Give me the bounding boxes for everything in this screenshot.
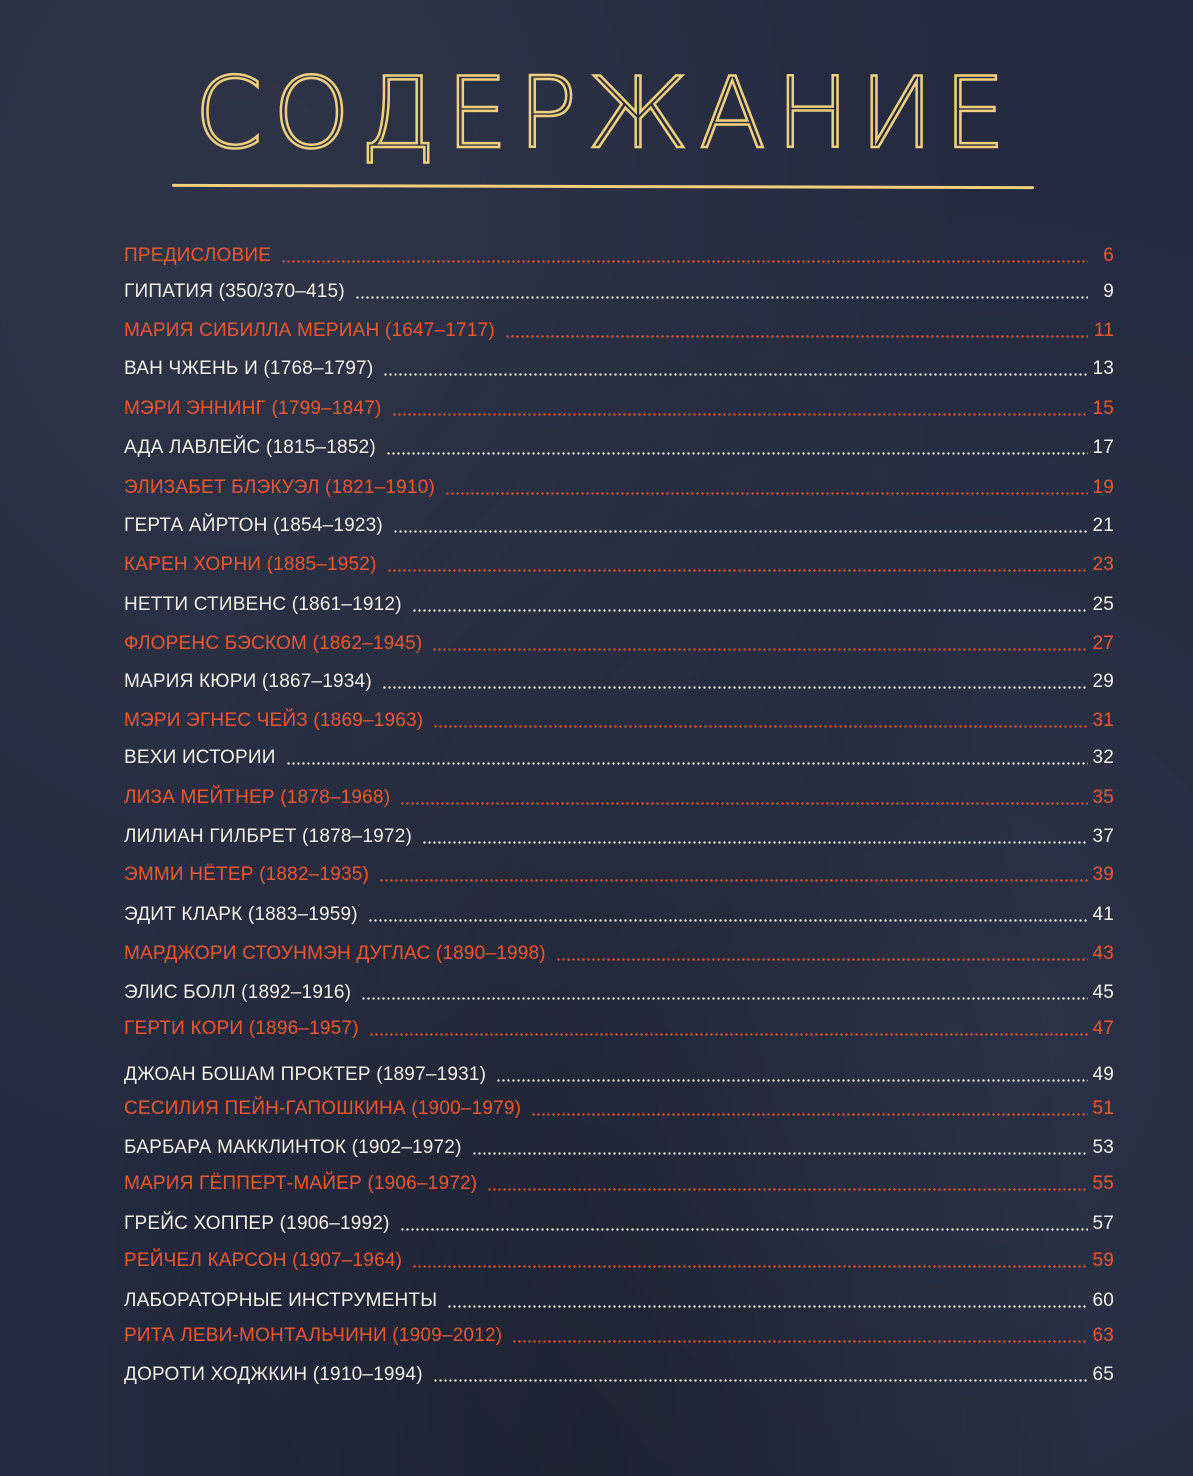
dot-leader	[512, 1340, 1088, 1343]
dot-leader	[387, 569, 1088, 572]
toc-entry[interactable]	[124, 901, 1114, 929]
toc-entry[interactable]	[124, 551, 1114, 579]
toc-entry-title: ЛИЛИАН ГИЛБРЕТ (1878–1972)	[124, 826, 412, 847]
toc-entry-page-number: 6	[1103, 245, 1114, 266]
toc-entry-page-number: 35	[1092, 787, 1114, 808]
toc-entry-title: АДА ЛАВЛЕЙС (1815–1852)	[124, 437, 376, 458]
toc-entry-title: МАРИЯ СИБИЛЛА МЕРИАН (1647–1717)	[124, 320, 495, 341]
dot-leader	[412, 1265, 1088, 1268]
dot-leader	[400, 1228, 1088, 1231]
dot-leader	[393, 530, 1088, 533]
dot-leader	[379, 879, 1088, 882]
toc-entry-page-number: 57	[1092, 1213, 1114, 1234]
toc-entry-page-number: 29	[1092, 671, 1114, 692]
dot-leader	[281, 260, 1088, 263]
toc-entry-page-number: 51	[1092, 1098, 1114, 1119]
toc-entry-page-number: 59	[1092, 1250, 1114, 1271]
toc-entry-title: РИТА ЛЕВИ-МОНТАЛЬЧИНИ (1909–2012)	[124, 1325, 503, 1346]
dot-leader	[369, 1033, 1088, 1036]
dot-leader	[412, 609, 1088, 612]
toc-entry-page-number: 13	[1092, 358, 1114, 379]
toc-entry-page-number: 37	[1092, 826, 1114, 847]
toc-entry-title: ЭЛИЗАБЕТ БЛЭКУЭЛ (1821–1910)	[124, 477, 435, 498]
toc-entry-title: ЭДИТ КЛАРК (1883–1959)	[124, 904, 358, 925]
toc-entry[interactable]	[124, 1322, 1114, 1350]
dot-leader	[383, 373, 1088, 376]
toc-entry-page-number: 23	[1092, 554, 1114, 575]
toc-entry-title: ПРЕДИСЛОВИЕ	[124, 245, 272, 266]
toc-entry[interactable]	[124, 1095, 1114, 1123]
toc-entry[interactable]	[124, 744, 1114, 772]
dot-leader	[361, 997, 1088, 1000]
dot-leader	[447, 1305, 1088, 1308]
toc-entry[interactable]	[124, 823, 1114, 851]
toc-entry-title: РЕЙЧЕЛ КАРСОН (1907–1964)	[124, 1250, 403, 1271]
toc-entry-title: МАРИЯ КЮРИ (1867–1934)	[124, 671, 372, 692]
toc-entry-title: ЛИЗА МЕЙТНЕР (1878–1968)	[124, 787, 391, 808]
dot-leader	[355, 296, 1088, 299]
toc-entry-title: ГЕРТА АЙРТОН (1854–1923)	[124, 515, 383, 536]
toc-entry[interactable]	[124, 707, 1114, 735]
page-title: СОДЕРЖАНИЕ	[194, 57, 1016, 171]
toc-entry[interactable]	[124, 1015, 1114, 1043]
toc-entry[interactable]	[124, 278, 1114, 306]
toc-entry-title: КАРЕН ХОРНИ (1885–1952)	[124, 554, 377, 575]
toc-entry-page-number: 21	[1092, 515, 1114, 536]
toc-entry-page-number: 49	[1092, 1064, 1114, 1085]
dot-leader	[392, 413, 1089, 416]
toc-entry[interactable]	[124, 591, 1114, 619]
toc-entry[interactable]	[124, 979, 1114, 1007]
dot-leader	[422, 841, 1088, 844]
toc-entry-page-number: 11	[1093, 320, 1114, 341]
dot-leader	[433, 725, 1088, 728]
toc-entry[interactable]	[124, 1247, 1114, 1275]
toc-entry-title: ВЕХИ ИСТОРИИ	[124, 747, 276, 768]
toc-entry-page-number: 65	[1092, 1364, 1114, 1385]
toc-entry-page-number: 27	[1092, 633, 1114, 654]
dot-leader	[487, 1188, 1088, 1191]
dot-leader	[496, 1079, 1088, 1082]
toc-entry-page-number: 63	[1092, 1325, 1114, 1346]
toc-entry-title: ЭММИ НЁТЕР (1882–1935)	[124, 864, 370, 885]
toc-entry-title: ДЖОАН БОШАМ ПРОКТЕР (1897–1931)	[124, 1064, 487, 1085]
title-underline	[172, 184, 1034, 189]
dot-leader	[531, 1113, 1088, 1116]
toc-entry-page-number: 43	[1092, 943, 1114, 964]
toc-entry-title: ГИПАТИЯ (350/370–415)	[124, 281, 345, 302]
toc-entry-title: ФЛОРЕНС БЭСКОМ (1862–1945)	[124, 633, 423, 654]
dot-leader	[505, 335, 1088, 338]
toc-entry[interactable]	[124, 395, 1114, 423]
toc-entry-title: ВАН ЧЖЕНЬ И (1768–1797)	[124, 358, 374, 379]
toc-entry-title: БАРБАРА МАККЛИНТОК (1902–1972)	[124, 1137, 462, 1158]
toc-entry-page-number: 19	[1092, 477, 1114, 498]
toc-entry-title: ЭЛИС БОЛЛ (1892–1916)	[124, 982, 352, 1003]
toc-entry-page-number: 47	[1092, 1018, 1114, 1039]
toc-entry-page-number: 53	[1092, 1137, 1114, 1158]
dot-leader	[433, 1379, 1088, 1382]
dot-leader	[445, 492, 1088, 495]
toc-entry[interactable]	[124, 861, 1114, 889]
toc-entry[interactable]	[124, 1287, 1114, 1315]
toc-entry-page-number: 17	[1092, 437, 1114, 458]
toc-entry-title: МАРДЖОРИ СТОУНМЭН ДУГЛАС (1890–1998)	[124, 943, 546, 964]
toc-entry[interactable]	[124, 1170, 1114, 1198]
toc-entry[interactable]	[124, 1210, 1114, 1238]
toc-entry-title: МЭРИ ЭГНЕС ЧЕЙЗ (1869–1963)	[124, 710, 424, 731]
toc-entry-title: ГЕРТИ КОРИ (1896–1957)	[124, 1018, 359, 1039]
toc-entry-title: ГРЕЙС ХОППЕР (1906–1992)	[124, 1213, 390, 1234]
toc-entry-page-number: 32	[1092, 747, 1114, 768]
toc-entry-page-number: 39	[1092, 864, 1114, 885]
dot-leader	[432, 648, 1088, 651]
dot-leader	[556, 958, 1088, 961]
toc-entry[interactable]	[124, 434, 1114, 462]
toc-entry-page-number: 41	[1092, 904, 1114, 925]
toc-entry-title: ЛАБОРАТОРНЫЕ ИНСТРУМЕНТЫ	[124, 1290, 438, 1311]
toc-entry[interactable]	[124, 630, 1114, 658]
toc-entry-page-number: 15	[1092, 398, 1114, 419]
toc-entry-title: НЕТТИ СТИВЕНС (1861–1912)	[124, 594, 402, 615]
toc-entry[interactable]	[124, 355, 1114, 383]
toc-entry[interactable]	[124, 1134, 1114, 1162]
toc-entry-title: ДОРОТИ ХОДЖКИН (1910–1994)	[124, 1364, 423, 1385]
toc-entry-page-number: 31	[1092, 710, 1114, 731]
toc-entry[interactable]	[124, 940, 1114, 968]
toc-entry[interactable]	[124, 1361, 1114, 1389]
toc-entry[interactable]	[124, 784, 1114, 812]
toc-entry-page-number: 25	[1092, 594, 1114, 615]
dot-leader	[386, 452, 1088, 455]
toc-entry-page-number: 55	[1092, 1173, 1114, 1194]
dot-leader	[382, 686, 1088, 689]
dot-leader	[368, 919, 1088, 922]
toc-entry[interactable]	[124, 242, 1114, 270]
toc-entry-title: МЭРИ ЭННИНГ (1799–1847)	[124, 398, 382, 419]
dot-leader	[472, 1152, 1088, 1155]
toc-entry[interactable]	[124, 668, 1114, 696]
dot-leader	[400, 802, 1088, 805]
toc-entry[interactable]	[124, 317, 1114, 345]
toc-entry[interactable]	[124, 474, 1114, 502]
dot-leader	[286, 762, 1088, 765]
toc-entry-page-number: 9	[1103, 281, 1114, 302]
toc-entry[interactable]	[124, 512, 1114, 540]
toc-entry-title: СЕСИЛИЯ ПЕЙН-ГАПОШКИНА (1900–1979)	[124, 1098, 522, 1119]
toc-entry-page-number: 60	[1092, 1290, 1114, 1311]
toc-entry-page-number: 45	[1092, 982, 1114, 1003]
toc-entry-title: МАРИЯ ГЁППЕРТ-МАЙЕР (1906–1972)	[124, 1173, 478, 1194]
toc-entry[interactable]	[124, 1061, 1114, 1089]
